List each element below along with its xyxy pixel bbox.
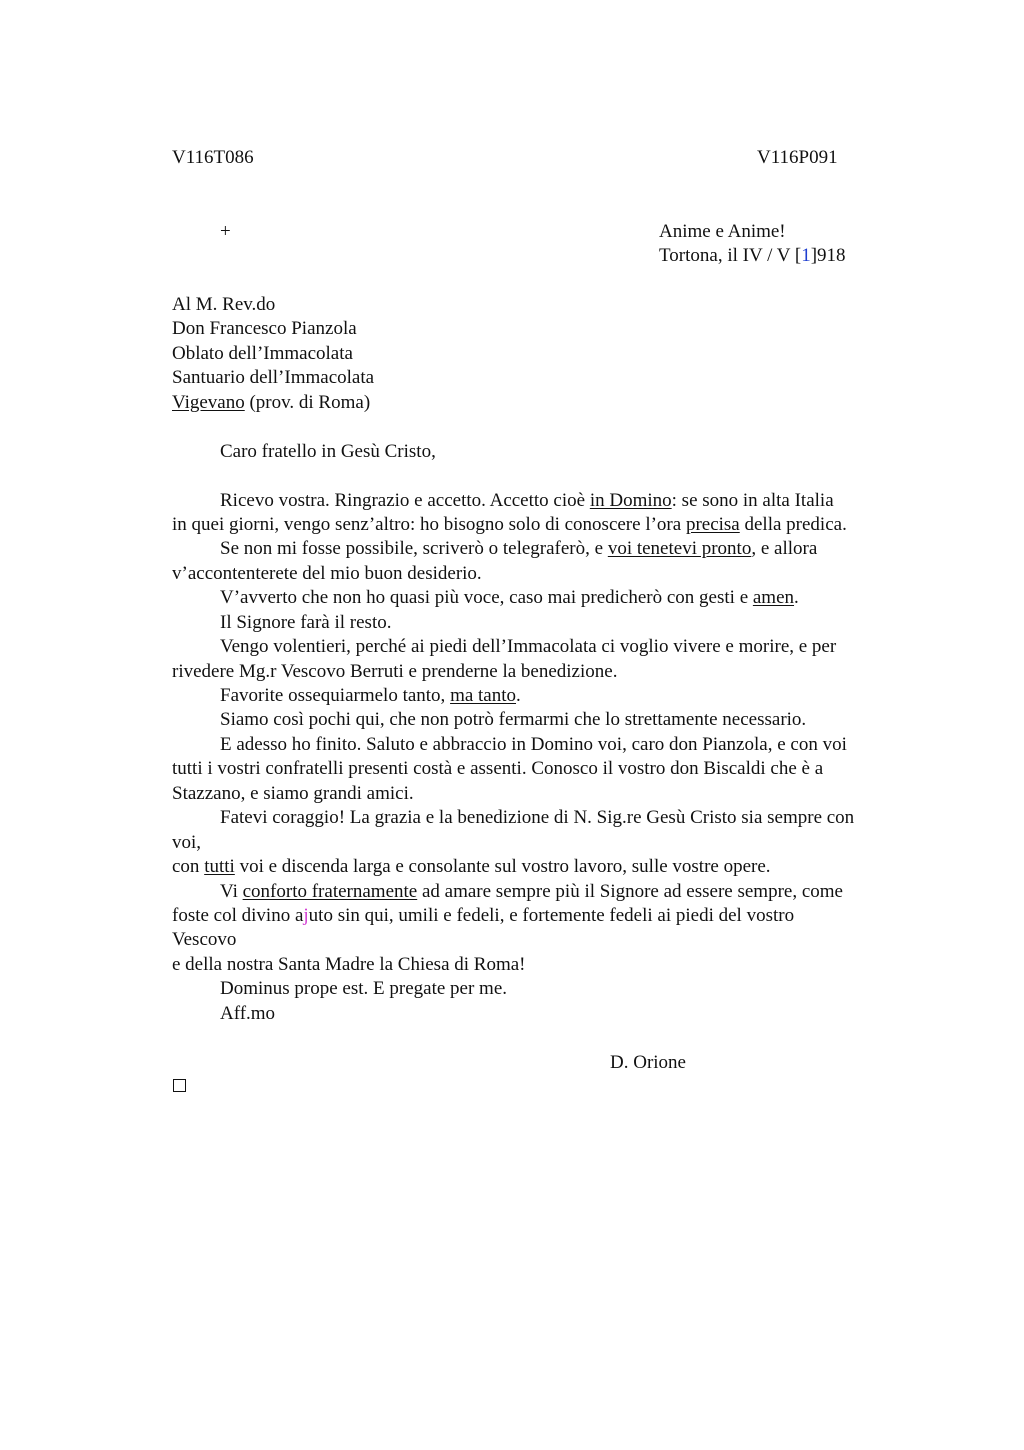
body-line: in quei giorni, vengo senz’altro: ho bisogno solo di conoscere l’ora precisa della predica. — [172, 514, 847, 535]
right-code: V116P091 — [757, 147, 838, 168]
body-line: e della nostra Santa Madre la Chiesa di Roma! — [172, 954, 526, 975]
closing: Aff.mo — [220, 1003, 276, 1024]
motto: Anime e Anime! — [659, 221, 786, 242]
body-line: Siamo così pochi qui, che non potrò fermarmi che lo strettamente necessario. — [220, 709, 807, 730]
address-line-1: Al M. Rev.do — [172, 294, 276, 315]
body-line: con tutti voi e discenda larga e consolante sul vostro lavoro, sulle vostre opere. — [172, 856, 771, 877]
address-city: Vigevano — [172, 392, 245, 413]
address-line-3: Oblato dell’Immacolata — [172, 343, 353, 364]
body-line: Vi conforto fraternamente ad amare sempre più il Signore ad essere sempre, come — [220, 881, 843, 902]
address-line-2: Don Francesco Pianzola — [172, 318, 357, 339]
date-editorial: 1 — [801, 245, 811, 266]
body-line: Favorite ossequiarmelo tanto, ma tanto. — [220, 685, 521, 706]
editorial-letter: j — [303, 905, 309, 926]
body-line: tutti i vostri confratelli presenti costà e assenti. Conosco il vostro don Biscaldi che è a — [172, 758, 824, 779]
body-line: Dominus prope est. E pregate per me. — [220, 978, 508, 999]
signature: D. Orione — [610, 1052, 686, 1073]
body-line: Stazzano, e siamo grandi amici. — [172, 783, 414, 804]
body-line: rivedere Mg.r Vescovo Berruti e prenderne la benedizione. — [172, 661, 618, 682]
body-line: Vengo volentieri, perché ai piedi dell’Immacolata ci voglio vivere e morire, e per — [220, 636, 837, 657]
left-code: V116T086 — [172, 147, 254, 168]
body-line: V’avverto che non ho quasi più voce, caso mai predicherò con gesti e amen. — [220, 587, 799, 608]
body-line: Ricevo vostra. Ringrazio e accetto. Accetto cioè in Domino: se sono in alta Italia — [220, 490, 834, 511]
date-line — [659, 244, 846, 268]
body-line: foste col divino ajuto sin qui, umili e fedeli, e fortemente fedeli ai piedi del vostro — [172, 905, 795, 926]
checkbox-square-icon — [173, 1079, 186, 1092]
date-pre: Tortona, il IV / V [ — [659, 245, 802, 266]
address-line-4: Santuario dell’Immacolata — [172, 367, 375, 388]
body-line: v’accontenterete del mio buon desiderio. — [172, 563, 482, 584]
address-province: (prov. di Roma) — [244, 392, 371, 413]
body-line: Fatevi coraggio! La grazia e la benedizione di N. Sig.re Gesù Cristo sia sempre con — [220, 807, 855, 828]
date-post: ]918 — [810, 245, 846, 266]
cross-mark: + — [220, 221, 231, 242]
body-line: E adesso ho finito. Saluto e abbraccio in Domino voi, caro don Pianzola, e con voi — [220, 734, 847, 755]
body-line: Il Signore farà il resto. — [220, 612, 392, 633]
address-line-5 — [172, 391, 370, 415]
body-line: Se non mi fosse possibile, scriverò o telegraferò, e voi tenetevi pronto, e allora — [220, 538, 818, 559]
salutation: Caro fratello in Gesù Cristo, — [220, 441, 436, 462]
body-line: voi, — [172, 832, 202, 853]
body-line: Vescovo — [172, 929, 237, 950]
